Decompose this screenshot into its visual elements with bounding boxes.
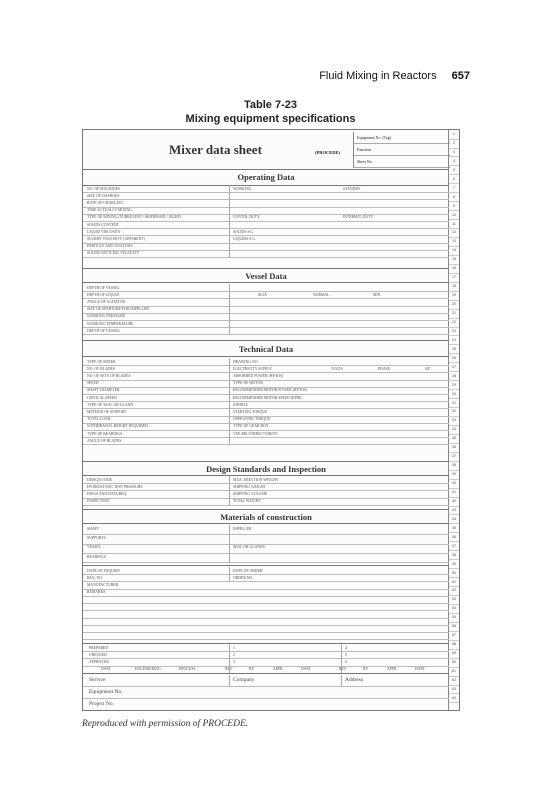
column-rule xyxy=(229,644,230,673)
row-number: 60 xyxy=(449,658,459,668)
field-label: NO. OF SETS OF BLADES xyxy=(87,374,131,378)
rule-line xyxy=(83,544,449,545)
field-label: APPR. xyxy=(273,667,284,672)
field-label: BEARINGS xyxy=(87,554,106,559)
field-label: DWGS AND DATA REQ. xyxy=(87,492,128,496)
field-label: SEAL OR GLANDS xyxy=(233,545,265,550)
field-label: RECOMMENDED MOTOR POWER (HP/KW) xyxy=(233,388,308,393)
row-number: 55 xyxy=(449,613,459,623)
rule-line xyxy=(83,643,449,644)
revision-number: 5 xyxy=(345,652,347,657)
field-label: OPERATING TORQUE xyxy=(233,417,271,422)
row-number: 16 xyxy=(449,264,459,274)
field-label: ABSORBED POWER (HP/KW) xyxy=(233,374,284,378)
rule-line xyxy=(83,603,449,604)
rule-line xyxy=(83,673,449,674)
row-number: 11 xyxy=(449,220,459,230)
field-label: SOLIDS CONTENT xyxy=(87,222,119,227)
row-number: 37 xyxy=(449,452,459,462)
field-label: SIZE OF CHARGES xyxy=(87,193,120,198)
field-label: TYPE OF SEAL OR GLAND xyxy=(87,402,134,407)
rule-line xyxy=(83,437,449,438)
column-rule xyxy=(229,567,230,581)
column-rule xyxy=(341,675,342,686)
row-number: 12 xyxy=(449,228,459,238)
rule-line xyxy=(83,365,449,366)
field-label: HYDROSTATIC TEST PRESSURE xyxy=(87,484,143,489)
field-label: SOLIDS SETTLING VELOCITY xyxy=(87,251,140,256)
figure-caption: Reproduced with permission of PROCEDE. xyxy=(82,719,249,729)
field-label: SIZE OF APERTURE FOR IMPELLER xyxy=(87,307,149,312)
field-label: DATE xyxy=(101,667,111,672)
field-label: WORKING PRESSURE xyxy=(87,314,126,319)
row-number: 1 xyxy=(449,130,459,140)
rule-line xyxy=(83,291,449,292)
row-number: 8 xyxy=(449,193,459,203)
rule-line xyxy=(83,185,449,186)
field-label: CONTIN. DUTY xyxy=(233,215,260,220)
row-number: 57 xyxy=(449,631,459,641)
field-label: DEPTH OF VESSEL xyxy=(87,285,120,290)
rule-line xyxy=(83,340,449,341)
field-label: CRITICAL SPEED xyxy=(87,395,117,400)
rule-line xyxy=(83,610,449,611)
sheet-number-field: Sheet No. xyxy=(354,156,450,168)
rule-line xyxy=(83,658,449,659)
field-label: DATE OF ENQUIRY xyxy=(87,568,121,573)
field-label: TIME ACTUALLY MIXING xyxy=(87,208,133,213)
rule-line xyxy=(83,553,449,554)
row-number: 13 xyxy=(449,237,459,247)
rule-line xyxy=(83,698,449,699)
field-label: NORMAL xyxy=(313,292,330,297)
row-number: 61 xyxy=(449,667,459,677)
field-label: INTERMIT. DUTY xyxy=(343,215,374,220)
row-number: 41 xyxy=(449,488,459,498)
field-label: REV xyxy=(339,667,347,672)
row-number: 62 xyxy=(449,676,459,686)
rule-line xyxy=(83,565,449,566)
rule-line xyxy=(83,268,449,269)
rule-line xyxy=(83,207,449,208)
rule-line xyxy=(83,632,449,633)
revision-number: 3 xyxy=(233,660,235,664)
row-number: 24 xyxy=(449,336,459,346)
rule-line xyxy=(83,686,449,687)
field-label: DATE xyxy=(301,667,311,672)
field-label: REV xyxy=(225,667,233,672)
field-label: Equipment No. xyxy=(89,689,123,695)
row-number: 36 xyxy=(449,443,459,453)
equipment-box xyxy=(353,132,450,168)
row-number: 38 xyxy=(449,461,459,471)
rule-line xyxy=(83,408,449,409)
column-rule xyxy=(229,185,230,257)
row-number: 21 xyxy=(449,309,459,319)
rule-line xyxy=(83,625,449,626)
field-label: SHIPPING VOLUME xyxy=(233,492,268,496)
field-label: SOLIDS S.G. xyxy=(233,229,254,234)
field-label: CHECKED xyxy=(89,652,107,657)
row-number: 44 xyxy=(449,515,459,525)
field-label: DATE xyxy=(415,667,425,672)
column-rule xyxy=(341,644,342,673)
row-number: 42 xyxy=(449,497,459,507)
rule-line xyxy=(83,666,449,667)
field-label: TYPE OF MOTOR xyxy=(233,381,263,386)
row-number: 35 xyxy=(449,434,459,444)
row-number: 53 xyxy=(449,595,459,605)
rule-line xyxy=(83,423,449,424)
field-label: HZ xyxy=(425,366,431,371)
row-number: 34 xyxy=(449,425,459,435)
row-number: 63 xyxy=(449,685,459,695)
rule-line xyxy=(83,394,449,395)
rule-line xyxy=(83,651,449,652)
rule-line xyxy=(83,235,449,236)
row-number: 6 xyxy=(449,175,459,185)
field-label: STANDBY xyxy=(343,186,361,191)
page-header xyxy=(0,70,470,82)
field-label: SHIPPING WEIGHT xyxy=(233,484,266,489)
column-rule xyxy=(229,358,230,444)
field-label: TYPE OF GEAR BOX xyxy=(233,424,269,429)
rule-line xyxy=(83,298,449,299)
field-label: SHAFT xyxy=(87,526,100,531)
rule-line xyxy=(83,334,449,335)
rule-line xyxy=(83,430,449,431)
row-number: 5 xyxy=(449,166,459,176)
field-label: TYPE OF MIXER xyxy=(87,359,116,364)
mixer-data-sheet xyxy=(82,129,460,711)
field-label: LIQUID VISCOSITY xyxy=(87,229,121,234)
rule-line xyxy=(83,192,449,193)
field-label: NO. OF BLADES xyxy=(87,366,115,371)
rule-line xyxy=(83,306,449,307)
field-label: MANUFACTURER xyxy=(87,583,119,587)
rule-line xyxy=(83,444,449,445)
column-rule xyxy=(229,284,230,334)
rule-line xyxy=(83,243,449,244)
field-label: PREPARED xyxy=(89,645,109,650)
field-label: IMPELLER xyxy=(233,526,252,531)
row-number: 31 xyxy=(449,399,459,409)
section-operating-data: Operating Data xyxy=(237,172,295,182)
rule-line xyxy=(83,509,449,510)
field-label: DEPTH OF LIQUID xyxy=(87,292,120,297)
field-label: REMARKS xyxy=(87,589,106,594)
row-number: 19 xyxy=(449,291,459,301)
rule-line xyxy=(83,250,449,251)
field-label: STARTING TORQUE xyxy=(233,410,268,414)
rule-line xyxy=(83,380,449,381)
field-label: VESSEL xyxy=(87,545,101,550)
row-number: 39 xyxy=(449,470,459,480)
rule-line xyxy=(83,372,449,373)
rule-line xyxy=(83,589,449,590)
rule-line xyxy=(83,505,449,506)
field-label: MIN xyxy=(373,292,381,297)
row-number: 2 xyxy=(449,139,459,149)
rule-line xyxy=(83,228,449,229)
rule-line xyxy=(83,483,449,484)
field-label: APPR. xyxy=(387,667,398,672)
page-number: 657 xyxy=(451,70,470,82)
field-label: Address xyxy=(345,677,364,683)
rule-line xyxy=(83,581,449,582)
row-number: 56 xyxy=(449,622,459,632)
field-label: MAX xyxy=(258,292,267,297)
row-number: 49 xyxy=(449,560,459,570)
field-label: WORKING TEMPERATURE xyxy=(87,321,134,326)
rule-line xyxy=(83,282,449,283)
rule-line xyxy=(83,199,449,200)
field-label: INERTIA xyxy=(233,402,248,407)
rule-line xyxy=(83,401,449,402)
row-number: 64 xyxy=(449,694,459,704)
row-number: 48 xyxy=(449,551,459,561)
row-number: 33 xyxy=(449,416,459,426)
table-label: Table 7-23 xyxy=(244,99,297,111)
function-field: Function xyxy=(354,144,450,156)
table-title: Mixing equipment specifications xyxy=(185,113,356,125)
row-number: 9 xyxy=(449,202,459,212)
row-number: 10 xyxy=(449,211,459,221)
row-number: 26 xyxy=(449,354,459,364)
row-number: 3 xyxy=(449,148,459,158)
field-label: Project No. xyxy=(89,701,115,707)
table-heading xyxy=(0,98,541,126)
rule-line xyxy=(83,523,449,524)
field-label: DATE OF ORDER xyxy=(233,568,263,573)
row-number: 27 xyxy=(449,363,459,373)
rule-line xyxy=(83,387,449,388)
column-rule xyxy=(229,525,230,562)
section-materials: Materials of construction xyxy=(220,512,312,522)
row-number: 14 xyxy=(449,246,459,256)
row-number: 30 xyxy=(449,390,459,400)
section-technical-data: Technical Data xyxy=(238,344,294,354)
rule-line xyxy=(83,596,449,597)
row-number: 59 xyxy=(449,649,459,659)
field-label: TOTAL LOAD xyxy=(87,417,111,422)
row-number: 29 xyxy=(449,381,459,391)
field-label: ANGLE OF AGITATOR xyxy=(87,300,126,304)
row-number: 22 xyxy=(449,318,459,328)
rule-line xyxy=(83,475,449,476)
field-label: SHAFT DIAMETER xyxy=(87,388,120,393)
field-label: PROCESS xyxy=(179,667,196,672)
field-label: SPEED xyxy=(87,381,99,386)
equipment-tag-field: Equipment No. (Tag) xyxy=(354,132,450,144)
revision-number: 4 xyxy=(345,645,347,650)
rule-line xyxy=(83,327,449,328)
field-label: LIQUIDS S.G. xyxy=(233,237,256,241)
sheet-title: Mixer data sheet xyxy=(169,142,262,157)
rule-line xyxy=(83,461,449,462)
field-label: Company xyxy=(233,677,255,683)
field-label: RECOMMENDED MOTOR SPEED (RPM) xyxy=(233,395,302,400)
revision-number: 6 xyxy=(345,660,347,664)
field-label: ORDER NO. xyxy=(233,575,254,580)
row-number: 17 xyxy=(449,273,459,283)
field-label: TYPE OF MIXING (TURBULENT / MODERATE / LIGHT) xyxy=(87,215,182,220)
row-number: 54 xyxy=(449,604,459,614)
field-label: SLURRY VISCOSITY (APPARENT) xyxy=(87,237,145,241)
field-label: WITHDRAWAL HEIGHT REQUIRED xyxy=(87,424,148,429)
field-label: SUPPORTS xyxy=(87,535,106,540)
row-number: 47 xyxy=(449,542,459,552)
field-label: MAX. ERECTION WEIGHT xyxy=(233,477,279,482)
row-number: 46 xyxy=(449,533,459,543)
column-rule xyxy=(229,476,230,505)
row-number: 4 xyxy=(449,157,459,167)
field-label: NO. OF MACHINES xyxy=(87,186,121,191)
rule-line xyxy=(83,562,449,563)
rule-line xyxy=(83,320,449,321)
field-label: WORKING xyxy=(233,186,252,191)
rule-line xyxy=(83,498,449,499)
row-number: 28 xyxy=(449,372,459,382)
row-number: 50 xyxy=(449,569,459,579)
field-label: RATE OF CHARGING xyxy=(87,201,124,205)
row-number: 18 xyxy=(449,282,459,292)
field-label: TOTAL WEIGHT xyxy=(233,499,261,504)
field-label: ELECTRICITY SUPPLY xyxy=(233,366,273,371)
field-label: BY xyxy=(363,667,369,672)
section-design-standards: Design Standards and Inspection xyxy=(206,464,326,474)
field-label: DEPTH OF VESSEL xyxy=(87,328,120,333)
company-name: (PROCEDE) xyxy=(315,150,340,155)
revision-number: 2 xyxy=(233,652,235,657)
field-label: APPROVED xyxy=(89,660,110,664)
rule-line xyxy=(83,639,449,640)
rule-line xyxy=(83,169,449,170)
row-number: 7 xyxy=(449,184,459,194)
row-number: 43 xyxy=(449,506,459,516)
row-number: 58 xyxy=(449,640,459,650)
field-label: DRAWING NO. xyxy=(233,359,259,364)
row-number: 15 xyxy=(449,255,459,265)
row-number: 52 xyxy=(449,586,459,596)
row-number: 40 xyxy=(449,479,459,489)
field-label: VOLTS xyxy=(331,366,343,371)
field-label: METHOD OF SUPPORT xyxy=(87,410,127,414)
rule-line xyxy=(83,574,449,575)
field-label: Service xyxy=(89,677,106,683)
rule-line xyxy=(83,534,449,535)
rule-line xyxy=(83,313,449,314)
rule-line xyxy=(83,221,449,222)
field-label: DESIGN CODE xyxy=(87,477,113,482)
field-label: VEE BELT/DIRECT DRIVE xyxy=(233,431,278,436)
rule-line xyxy=(83,356,449,357)
column-rule xyxy=(229,675,230,686)
rule-line xyxy=(83,416,449,417)
rule-line xyxy=(83,257,449,258)
row-number: 51 xyxy=(449,578,459,588)
field-label: ANGLE OF BLADES xyxy=(87,438,122,443)
running-title: Fluid Mixing in Reactors xyxy=(319,70,437,82)
row-number: 32 xyxy=(449,407,459,417)
row-number: 20 xyxy=(449,300,459,310)
field-label: TYPE OF BEARINGS xyxy=(87,431,123,436)
field-label: PARTICLE SIZE ANALYSIS xyxy=(87,244,133,249)
rule-line xyxy=(83,618,449,619)
section-vessel-data: Vessel Data xyxy=(245,271,287,281)
row-number: 45 xyxy=(449,524,459,534)
row-number: 23 xyxy=(449,327,459,337)
rule-line xyxy=(83,214,449,215)
field-label: INSPECTION xyxy=(87,499,110,504)
field-label: REQ. NO. xyxy=(87,575,103,580)
row-number: 25 xyxy=(449,345,459,355)
row-numbers xyxy=(448,130,459,710)
field-label: ENGINEERING xyxy=(135,667,161,672)
field-label: BY xyxy=(249,667,255,672)
rule-line xyxy=(83,490,449,491)
revision-number: 1 xyxy=(233,645,235,650)
field-label: PHASE xyxy=(378,366,391,371)
